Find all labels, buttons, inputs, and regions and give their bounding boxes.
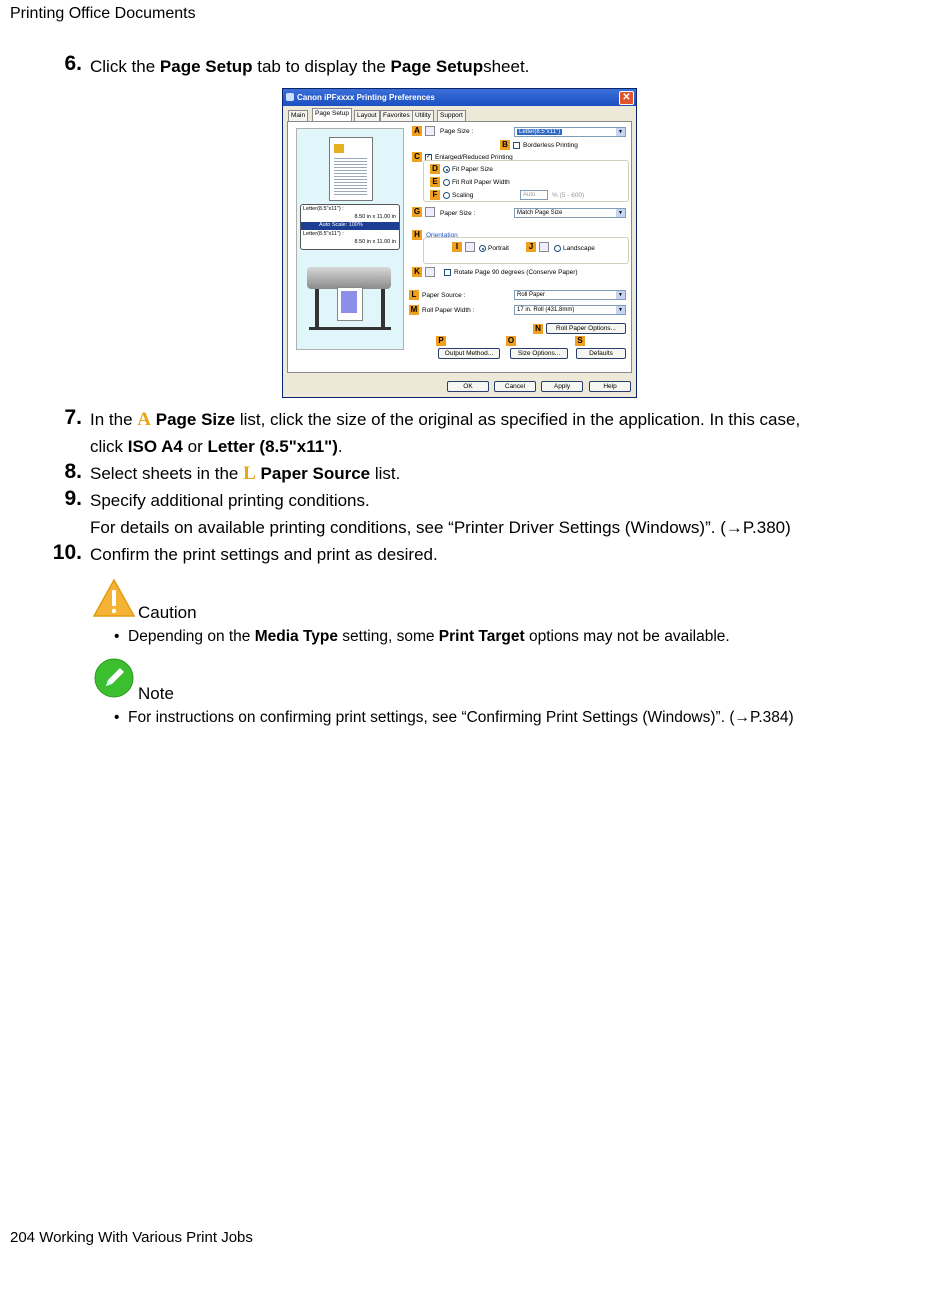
page-setup-panel — [287, 121, 632, 373]
badge-g: G — [413, 207, 421, 216]
badge-h: H — [412, 230, 422, 240]
dialog-titlebar — [283, 89, 636, 106]
step-9-text: Specify additional printing conditions. — [90, 491, 370, 510]
marker-l: L — [243, 463, 256, 484]
printer-base — [309, 327, 391, 330]
printer-stand-left — [315, 289, 319, 329]
step-number: 10. — [52, 541, 82, 564]
badge-f: F — [430, 190, 440, 200]
chevron-down-icon: ▼ — [616, 306, 625, 314]
scaling-range: % (5 - 600) — [552, 192, 585, 199]
printer-paper-print — [341, 291, 357, 313]
roll-width-value: 17 in. Roll (431.8mm) — [517, 307, 575, 313]
note-title: Note — [138, 684, 174, 703]
badge-m: M — [410, 305, 418, 314]
page-size-select[interactable] — [514, 127, 626, 137]
roll-width-select[interactable] — [514, 305, 626, 315]
badge-n: N — [533, 324, 543, 334]
roll-paper-options-button[interactable]: Roll Paper Options... — [546, 323, 626, 334]
tab-utility[interactable]: Utility — [412, 110, 434, 121]
paper-source-value: Roll Paper — [517, 292, 546, 298]
portrait-label: Portrait — [488, 245, 509, 252]
badge-l: L — [409, 290, 419, 300]
defaults-button[interactable]: Defaults — [576, 348, 626, 359]
enlarged-label: Enlarged/Reduced Printing — [435, 154, 513, 161]
preview-text: 8.50 in x 11.00 in — [354, 239, 396, 245]
chevron-down-icon: ▼ — [616, 209, 625, 217]
dialog-title: Canon iPFxxxx Printing Preferences — [297, 93, 435, 102]
preview-text: 8.50 in x 11.00 in — [354, 214, 396, 220]
thumbnail-lines — [334, 156, 367, 196]
portrait-icon — [465, 242, 475, 252]
output-method-button[interactable]: Output Method... — [438, 348, 500, 359]
paper-source-select[interactable] — [514, 290, 626, 300]
step-number: 9. — [64, 487, 82, 510]
step-7-line2: click ISO A4 or Letter (8.5"x11"). — [90, 437, 343, 456]
badge-k: K — [412, 267, 422, 277]
auto-scale-bar: Auto Scale: 100% — [301, 222, 399, 230]
fit-roll-label: Fit Roll Paper Width — [452, 179, 510, 186]
badge-d: D — [430, 164, 440, 174]
landscape-label: Landscape — [563, 245, 595, 252]
paper-size-value: Match Page Size — [517, 210, 563, 216]
badge-e: E — [430, 177, 440, 187]
page-thumbnail — [329, 137, 373, 201]
tab-favorites[interactable]: Favorites — [380, 110, 413, 121]
printer-icon — [286, 93, 294, 101]
step-10-text: Confirm the print settings and print as desired. — [90, 545, 438, 564]
preview-info-box — [300, 204, 400, 250]
caution-bullet: • Depending on the Media Type setting, some Print Target options may not be available. — [114, 628, 730, 645]
ok-button[interactable]: OK — [447, 381, 489, 392]
step-7-text: In the A Page Size list, click the size of the original as specified in the application. In this case, — [90, 409, 801, 430]
borderless-label: Borderless Printing — [523, 142, 578, 149]
fit-paper-label: Fit Paper Size — [452, 166, 493, 173]
caution-title: Caution — [138, 603, 197, 622]
fit-paper-radio[interactable] — [443, 166, 450, 173]
paper-source-label: Paper Source : — [422, 292, 466, 299]
close-button[interactable]: ✕ — [619, 91, 634, 105]
tab-main[interactable]: Main — [288, 110, 308, 121]
scaling-spinner[interactable]: Auto — [520, 190, 548, 200]
badge-s: S — [575, 336, 585, 346]
apply-button[interactable]: Apply — [541, 381, 583, 392]
page-size-icon — [425, 126, 435, 136]
badge-c: C — [412, 152, 422, 162]
cancel-button[interactable]: Cancel — [494, 381, 536, 392]
badge-i: I — [452, 242, 462, 252]
landscape-icon — [539, 242, 549, 252]
paper-size-label: Paper Size : — [440, 210, 476, 217]
roll-width-label: Roll Paper Width : — [422, 307, 475, 314]
paper-size-select[interactable] — [514, 208, 626, 218]
borderless-checkbox[interactable] — [513, 142, 520, 149]
tab-support[interactable]: Support — [437, 110, 466, 121]
orientation-label: Orientation — [426, 232, 458, 239]
step-8-text: Select sheets in the L Paper Source list. — [90, 463, 401, 484]
step-number: 8. — [64, 460, 82, 483]
page-header: Printing Office Documents — [10, 5, 196, 22]
step-9-details: For details on available printing conditions, see “Printer Driver Settings (Windows)”. (→P.380) — [90, 518, 791, 537]
badge-a: A — [412, 126, 422, 136]
portrait-radio[interactable] — [479, 245, 486, 252]
badge-o: O — [507, 336, 515, 345]
preview-text: Letter(8.5"x11") : — [303, 231, 344, 237]
badge-b: B — [500, 140, 510, 150]
chevron-down-icon: ▼ — [616, 291, 625, 299]
badge-j: J — [526, 242, 536, 252]
fit-roll-radio[interactable] — [443, 179, 450, 186]
rotate-label: Rotate Page 90 degrees (Conserve Paper) — [454, 269, 578, 276]
rotate-icon — [425, 267, 435, 277]
step-number: 6. — [64, 52, 82, 75]
scaling-label: Scaling — [452, 192, 474, 199]
scaling-radio[interactable] — [443, 192, 450, 199]
printer-stand-right — [381, 289, 385, 329]
size-options-button[interactable]: Size Options... — [510, 348, 568, 359]
landscape-radio[interactable] — [554, 245, 561, 252]
tab-page-setup[interactable]: Page Setup — [312, 108, 352, 122]
enlarged-checkbox[interactable]: ✓ — [426, 154, 432, 160]
rotate-checkbox[interactable] — [444, 269, 451, 276]
thumbnail-image — [334, 144, 344, 153]
caution-icon — [92, 578, 136, 618]
chevron-down-icon: ▼ — [616, 128, 625, 136]
badge-p: P — [436, 336, 446, 346]
printer-body — [307, 267, 391, 289]
paper-size-icon — [425, 207, 435, 217]
step-number: 7. — [64, 406, 82, 429]
tab-layout[interactable]: Layout — [354, 110, 380, 121]
page-footer: 204 Working With Various Print Jobs — [10, 1229, 253, 1246]
preview-area — [296, 128, 404, 350]
page-size-label: Page Size : — [440, 128, 474, 135]
printing-preferences-dialog — [282, 88, 637, 398]
page-size-value: Letter(8.5"x11") — [519, 129, 561, 135]
step-6-text: Click the Page Setup tab to display the Page Setupsheet. — [90, 57, 530, 76]
help-button[interactable]: Help — [589, 381, 631, 392]
note-pencil-icon — [94, 658, 134, 698]
marker-a: A — [137, 409, 151, 430]
printer-illustration — [305, 263, 395, 333]
preview-text: Letter(8.5"x11") : — [303, 206, 344, 212]
note-bullet: • For instructions on confirming print settings, see “Confirming Print Settings (Windows)”. (→P.384) — [114, 709, 794, 726]
